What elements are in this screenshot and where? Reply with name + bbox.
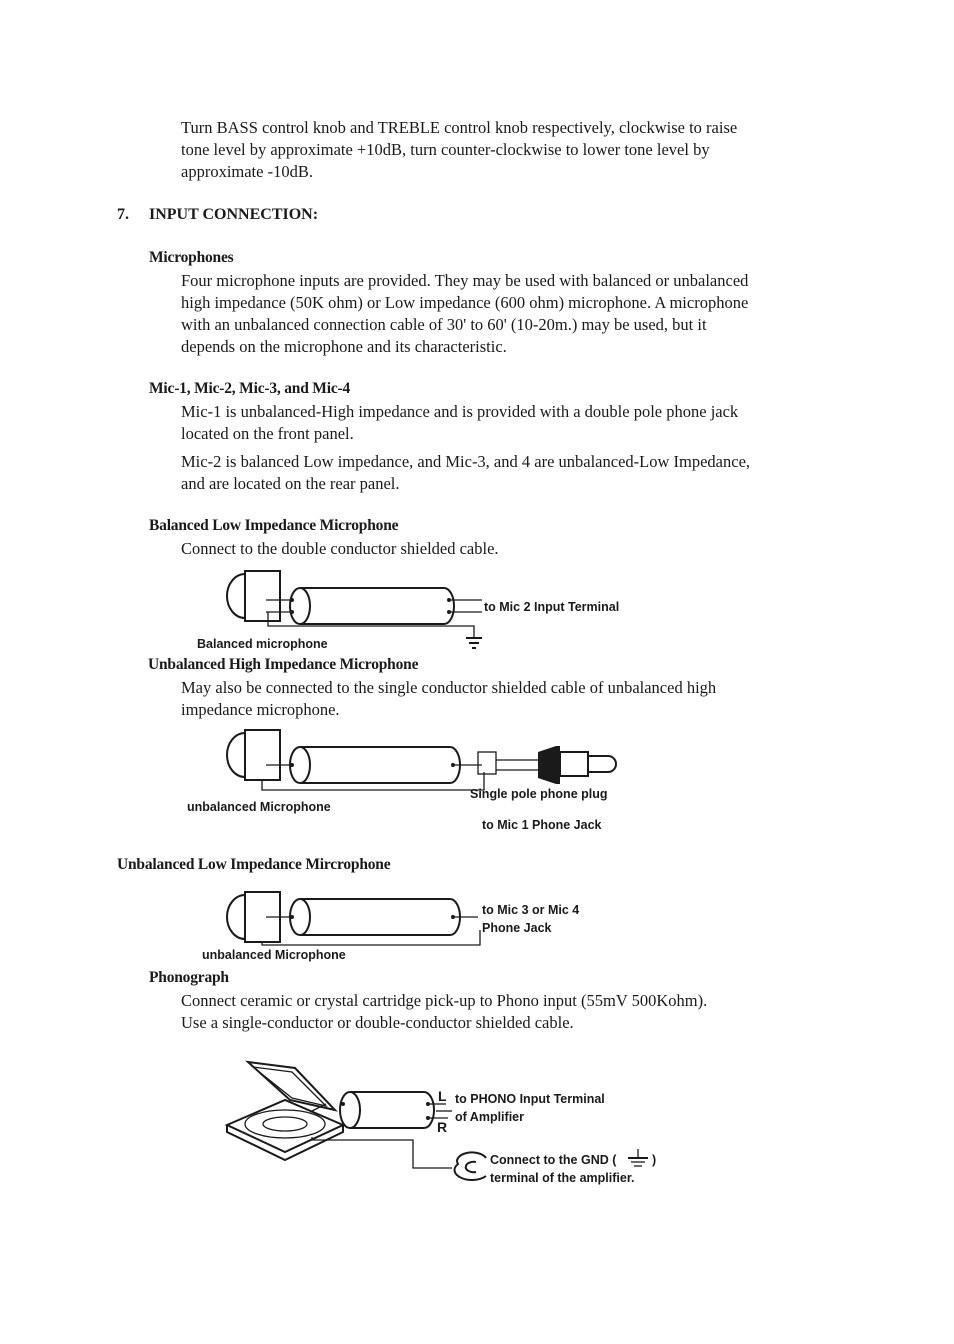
microphones-heading: Microphones — [149, 249, 234, 266]
label-balanced-microphone: Balanced microphone — [197, 637, 328, 651]
section-title: INPUT CONNECTION: — [149, 206, 319, 223]
label-R: R — [437, 1119, 448, 1135]
text-line: Mic-2 is balanced Low impedance, and Mic-3, and 4 are unbalanced-Low Impedance, — [181, 452, 751, 471]
phono-diagram — [227, 1062, 656, 1185]
text-line: located on the front panel. — [181, 424, 354, 443]
text-line: and are located on the rear panel. — [181, 474, 400, 493]
label-single-pole-plug: Single pole phone plug — [470, 787, 608, 801]
text-line: Turn BASS control knob and TREBLE control knob respectively, clockwise to raise — [181, 118, 738, 137]
label-mic3-mic4: to Mic 3 or Mic 4 — [482, 903, 580, 917]
label-amplifier-terminal: terminal of the amplifier. — [490, 1171, 635, 1185]
label-unbalanced-microphone: unbalanced Microphone — [202, 948, 346, 962]
text-line: Connect ceramic or crystal cartridge pick-up to Phono input (55mV 500Kohm). — [181, 991, 708, 1010]
text-line: with an unbalanced connection cable of 30' to 60' (10-20m.) may be used, but it — [181, 315, 707, 334]
ground-icon — [466, 638, 482, 648]
text-line: approximate -10dB. — [181, 162, 313, 181]
balanced-text: Connect to the double conductor shielded cable. — [181, 539, 499, 558]
balanced-heading: Balanced Low Impedance Microphone — [149, 517, 399, 534]
microphone-icon — [227, 730, 280, 780]
label-gnd-close: ) — [652, 1153, 657, 1167]
text-line: impedance microphone. — [181, 700, 340, 719]
unbal-high-heading: Unbalanced High Impedance Microphone — [148, 656, 419, 673]
turntable-icon — [227, 1062, 343, 1160]
label-phone-jack: Phone Jack — [482, 921, 552, 935]
microphone-icon — [227, 571, 280, 621]
text-line: high impedance (50K ohm) or Low impedance (600 ohm) microphone. A microphone — [181, 293, 749, 312]
phono-heading: Phonograph — [149, 969, 229, 986]
balanced-diagram — [197, 571, 619, 651]
text-line: Four microphone inputs are provided. They may be used with balanced or unbalanced — [181, 271, 749, 290]
label-connect-gnd: Connect to the GND ( — [490, 1153, 617, 1167]
ground-lug-icon — [455, 1152, 486, 1180]
label-unbalanced-microphone: unbalanced Microphone — [187, 800, 331, 814]
unbal-low-heading: Unbalanced Low Impedance Mircrophone — [117, 856, 391, 873]
label-of-amplifier: of Amplifier — [455, 1110, 524, 1124]
text-line: Mic-1 is unbalanced-High impedance and is provided with a double pole phone jack — [181, 402, 739, 421]
unbal-high-diagram — [187, 730, 616, 832]
section-number: 7. — [117, 206, 129, 223]
label-mic1-jack: to Mic 1 Phone Jack — [482, 818, 602, 832]
cable-shield-icon — [262, 747, 484, 790]
text-line: Use a single-conductor or double-conductor shielded cable. — [181, 1013, 574, 1032]
unbal-low-diagram — [202, 892, 579, 962]
text-line: depends on the microphone and its characteristic. — [181, 337, 507, 356]
ground-symbol-icon — [628, 1149, 648, 1166]
cable-shield-icon — [266, 588, 482, 638]
phone-plug-icon — [455, 746, 616, 784]
text-line: tone level by approximate +10dB, turn counter-clockwise to lower tone level by — [181, 140, 710, 159]
label-mic2-terminal: to Mic 2 Input Terminal — [484, 600, 620, 614]
text-line: May also be connected to the single conductor shielded cable of unbalanced high — [181, 678, 717, 697]
label-L: L — [438, 1088, 447, 1104]
mics-heading: Mic-1, Mic-2, Mic-3, and Mic-4 — [149, 380, 351, 397]
cable-shield-icon — [262, 899, 480, 945]
label-phono-terminal: to PHONO Input Terminal — [455, 1092, 605, 1106]
